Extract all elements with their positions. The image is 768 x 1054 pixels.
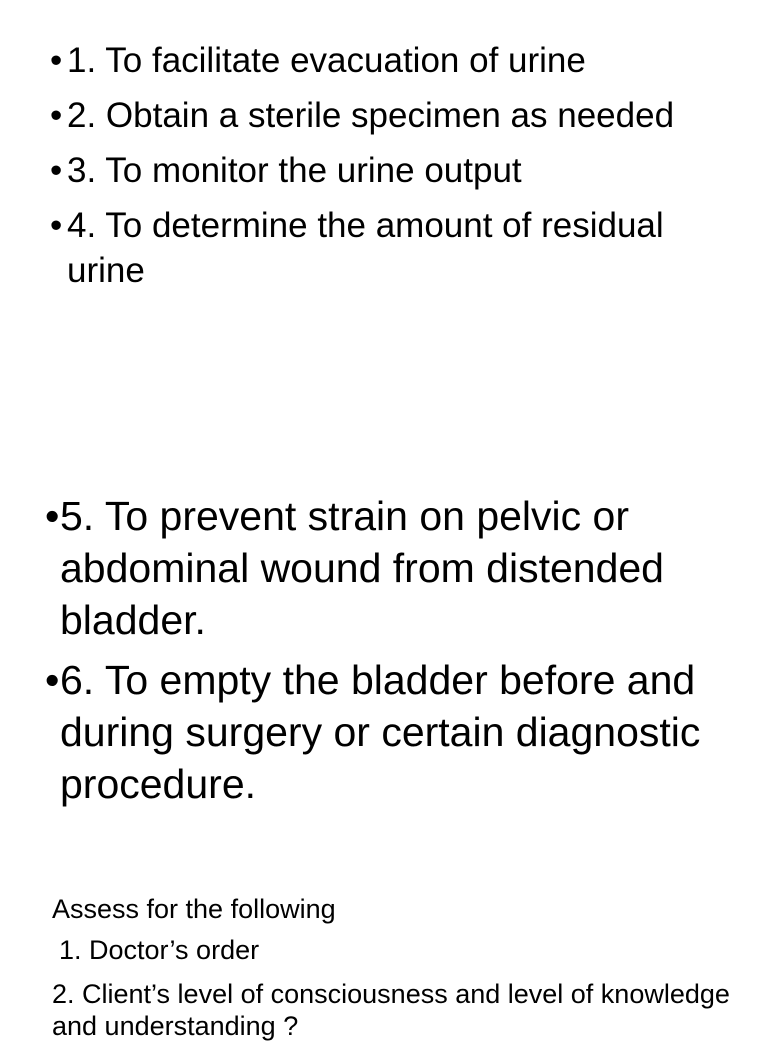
purpose-list-part-1 xyxy=(50,38,690,303)
list-item-text: 1. To facilitate evacuation of urine xyxy=(67,41,586,80)
assessment-list xyxy=(52,934,752,1054)
list-item-text: 2. Obtain a sterile specimen as needed xyxy=(67,96,675,135)
bullet-dot: • xyxy=(50,206,63,245)
list-item: 2. Client’s level of consciousness and level of knowledge and understanding ? xyxy=(52,979,730,1041)
list-item xyxy=(45,490,745,646)
bullet-dot: • xyxy=(50,96,63,135)
assessment-heading: Assess for the following xyxy=(52,894,336,924)
list-item-text: 5. To prevent strain on pelvic or abdominal wound from distended bladder. xyxy=(60,493,664,643)
bullet-dot: • xyxy=(45,493,60,539)
slide-1 xyxy=(0,0,768,400)
bullet-dot: • xyxy=(50,41,63,80)
list-item xyxy=(50,148,690,193)
list-item-text: 6. To empty the bladder before and during surgery or certain diagnostic procedure. xyxy=(60,657,701,807)
list-item-text: 3. To monitor the urine output xyxy=(67,151,522,190)
bullet-dot: • xyxy=(50,151,63,190)
bullet-dot: • xyxy=(45,657,60,703)
list-item xyxy=(50,38,690,83)
list-item: 1. Doctor’s order xyxy=(59,935,260,965)
slide-3 xyxy=(0,880,768,1041)
purpose-list-part-2 xyxy=(45,490,745,818)
list-item-text: 4. To determine the amount of residual urine xyxy=(67,206,664,290)
list-item xyxy=(50,93,690,138)
list-item xyxy=(50,203,690,293)
slide-2 xyxy=(0,480,768,840)
list-item xyxy=(45,654,745,810)
